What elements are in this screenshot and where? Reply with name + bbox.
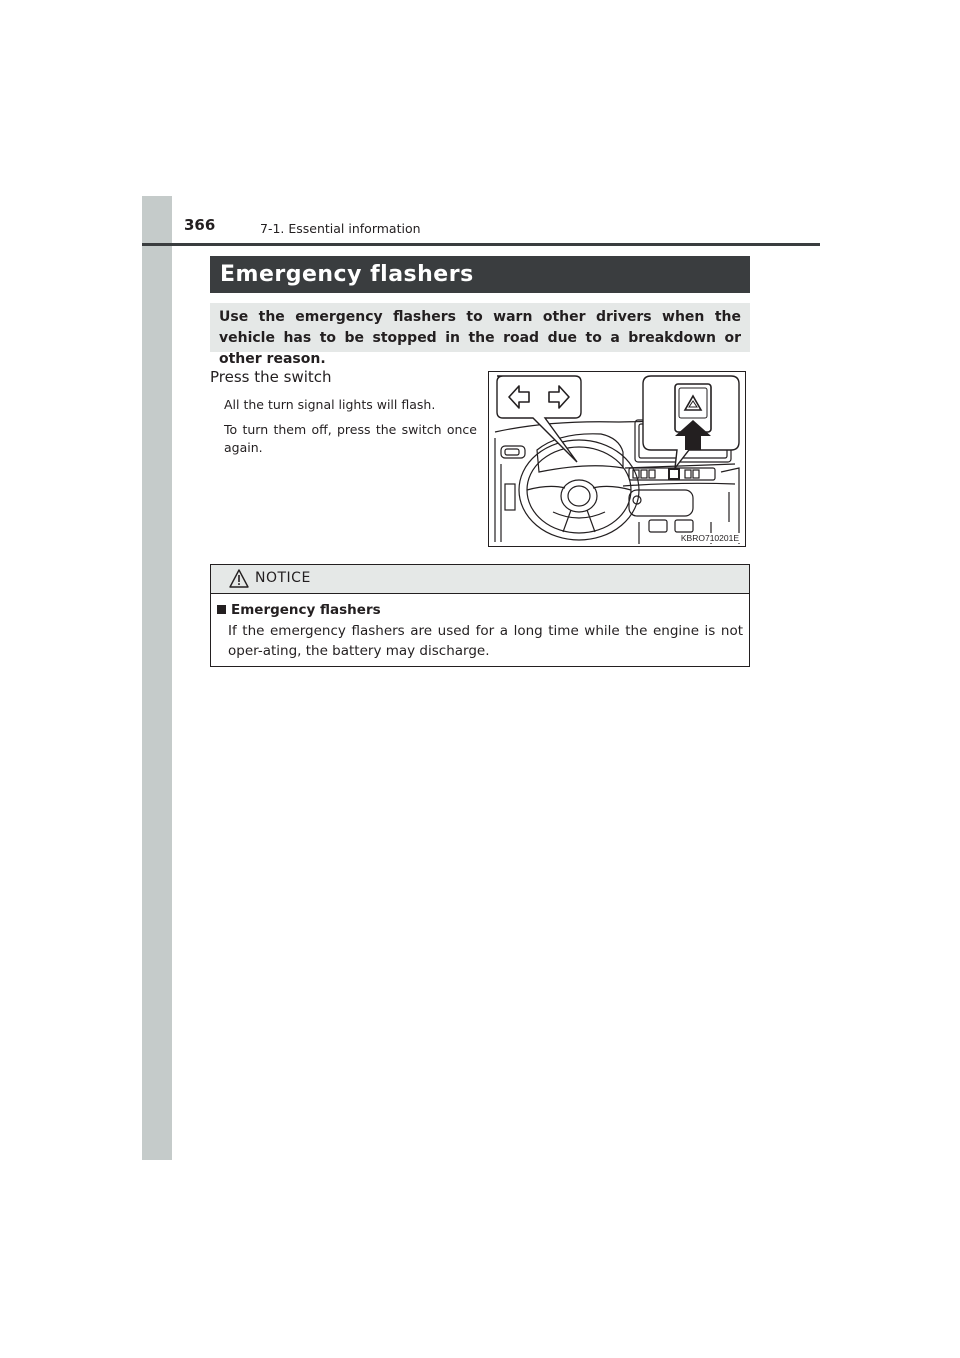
- side-tab-bar: [142, 196, 172, 1160]
- header-rule: [142, 243, 820, 246]
- notice-item-heading: [217, 602, 381, 618]
- intro-text: Use the emergency flashers to warn other drivers when the vehicle has to be stopped in the road due to a breakdown or other reason.: [210, 303, 750, 352]
- dashboard-illustration: [488, 371, 746, 547]
- dashboard-drawing: [489, 372, 745, 546]
- warning-triangle-icon: [229, 569, 249, 588]
- notice-body: If the emergency flashers are used for a long time while the engine is not oper-ating, the battery may discharge.: [228, 623, 743, 659]
- section-label: 7-1. Essential information: [260, 221, 421, 236]
- step-heading: Press the switch: [210, 368, 332, 386]
- bullet-square-icon: [217, 605, 226, 614]
- step-text-flash: All the turn signal lights will flash.: [224, 397, 436, 412]
- figure-code: KBRO710201E: [680, 533, 739, 543]
- notice-header: [211, 565, 749, 594]
- notice-item-title: Emergency flashers: [231, 602, 381, 618]
- notice-box: [210, 564, 750, 667]
- step-text-turn-off: To turn them off, press the switch once again.: [224, 422, 477, 455]
- notice-title: NOTICE: [255, 570, 311, 586]
- page-title: Emergency flashers: [210, 256, 750, 293]
- page-number: 366: [184, 216, 216, 234]
